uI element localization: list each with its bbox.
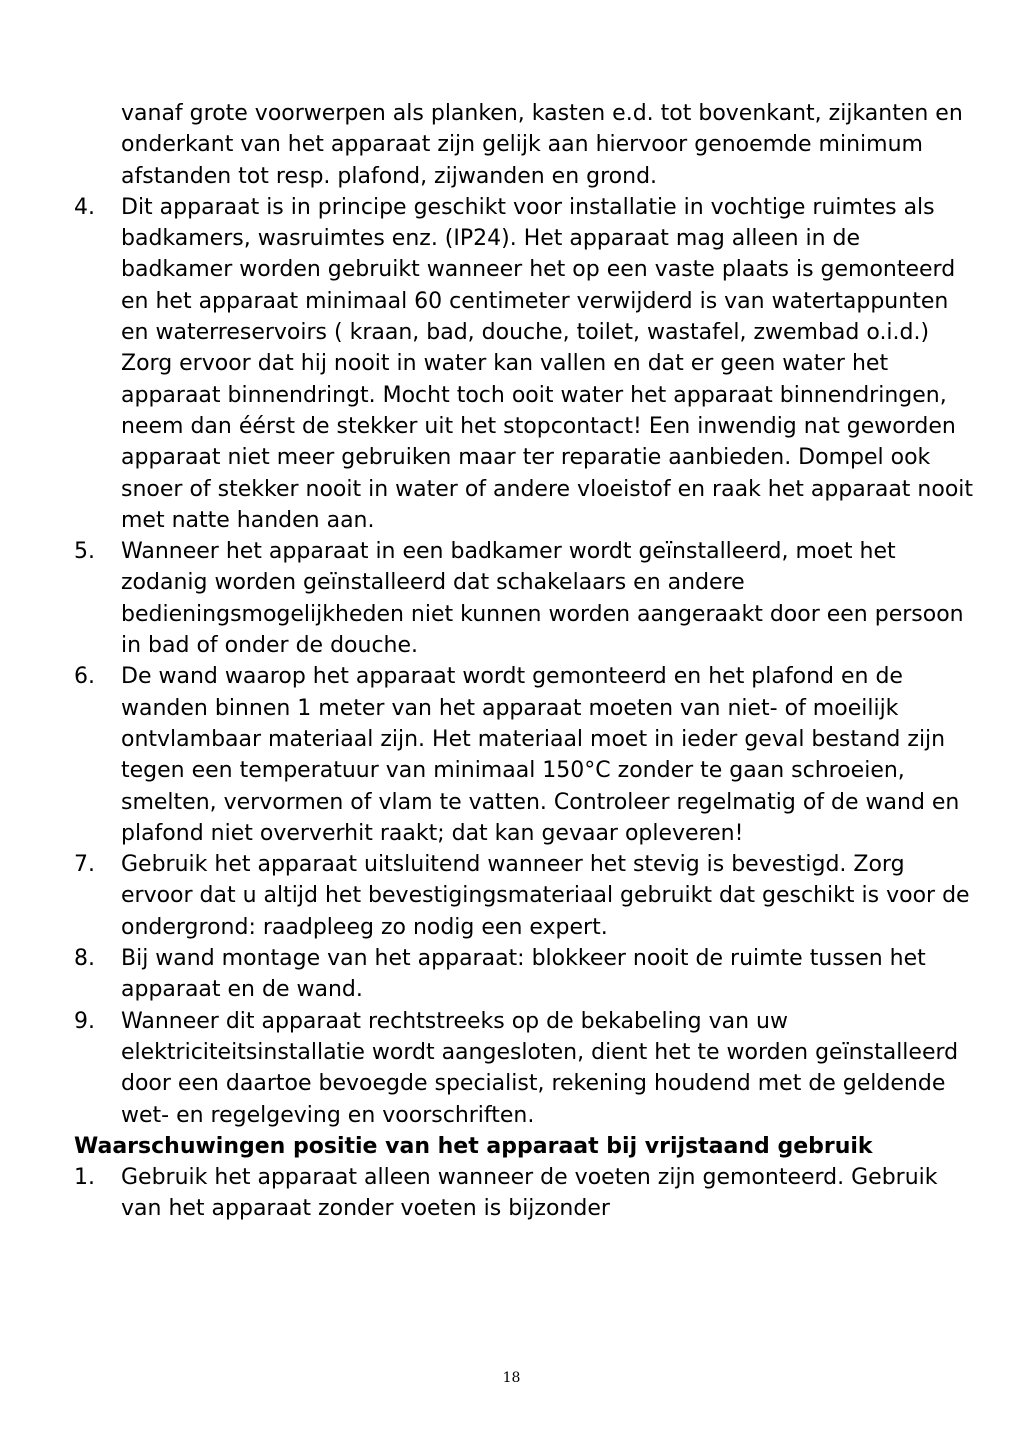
list-item — [74, 192, 974, 536]
list-item — [74, 661, 974, 849]
section-heading: Waarschuwingen positie van het apparaat bij vrijstaand gebruik — [74, 1133, 873, 1159]
list-item-text: Dit apparaat is in principe geschikt voor installatie in vochtige ruimtes als badkamers, wasruimtes enz. (IP24). Het apparaat mag alleen in de badkamer worden gebruikt wanneer het op een vaste plaats is gemonteerd en het apparaat minimaal 60 centimeter verwijderd is van watertappunten en waterreservoirs ( kraan, bad, douche, toilet, wastafel, zwembad o.i.d.) Zorg ervoor dat hij nooit in water kan vallen en dat er geen water het apparaat binnendringt. Mocht toch ooit water het apparaat binnendringen, neem dan éérst de stekker uit het stopcontact! Een inwendig nat geworden apparaat niet meer gebruiken maar ter reparatie aanbieden. Dompel ook snoer of stekker nooit in water of andere vloeistof en raak het apparaat nooit met natte handen aan. — [121, 194, 974, 533]
list-item-number: 1. — [74, 1165, 95, 1191]
list-item — [74, 536, 974, 661]
list-item-text: Wanneer het apparaat in een badkamer wordt geïnstalleerd, moet het zodanig worden geïnstalleerd dat schakelaars en andere bedieningsmogelijkheden niet kunnen worden aangeraakt door een persoon in bad of onder de douche. — [121, 539, 964, 659]
list-item-number: 6. — [74, 664, 95, 690]
list-item-text: Gebruik het apparaat uitsluitend wanneer het stevig is bevestigd. Zorg ervoor dat u altijd het bevestigingsmateriaal gebruikt dat geschikt is voor de ondergrond: raadpleeg zo nodig een expert. — [121, 852, 970, 940]
list-item-number: 5. — [74, 539, 95, 565]
list-item — [74, 1006, 974, 1131]
list-item-number: 9. — [74, 1008, 95, 1034]
list-item-text: Bij wand montage van het apparaat: blokkeer nooit de ruimte tussen het apparaat en de wand. — [121, 946, 926, 1003]
page-body — [74, 98, 974, 1225]
list-item-text: Wanneer dit apparaat rechtstreeks op de bekabeling van uw elektriciteitsinstallatie wordt aangesloten, dient het te worden geïnstalleerd door een daartoe bevoegde specialist, rekening houdend met de geldende wet- en regelgeving en voorschriften. — [121, 1008, 959, 1128]
list-item-number: 8. — [74, 946, 95, 972]
continued-paragraph: vanaf grote voorwerpen als planken, kasten e.d. tot bovenkant, zijkanten en onderkant van het apparaat zijn gelijk aan hiervoor genoemde minimum afstanden tot resp. plafond, zijwanden en grond. — [121, 101, 963, 189]
list-item — [74, 1162, 974, 1225]
list-item-text: De wand waarop het apparaat wordt gemonteerd en het plafond en de wanden binnen 1 meter van het apparaat moeten van niet- of moeilijk ontvlambaar materiaal zijn. Het materiaal moet in ieder geval bestand zijn tegen een temperatuur van minimaal 150°C zonder te gaan schroeien, smelten, vervormen of vlam te vatten. Controleer regelmatig of de wand en plafond niet oververhit raakt; dat kan gevaar opleveren! — [121, 664, 960, 846]
list-item-number: 7. — [74, 852, 95, 878]
list-item-number: 4. — [74, 194, 95, 220]
list-item — [74, 943, 974, 1006]
list-item-text: Gebruik het apparaat alleen wanneer de voeten zijn gemonteerd. Gebruik van het apparaat zonder voeten is bijzonder — [121, 1165, 938, 1222]
list-item — [74, 849, 974, 943]
page-number: 18 — [502, 1370, 521, 1386]
